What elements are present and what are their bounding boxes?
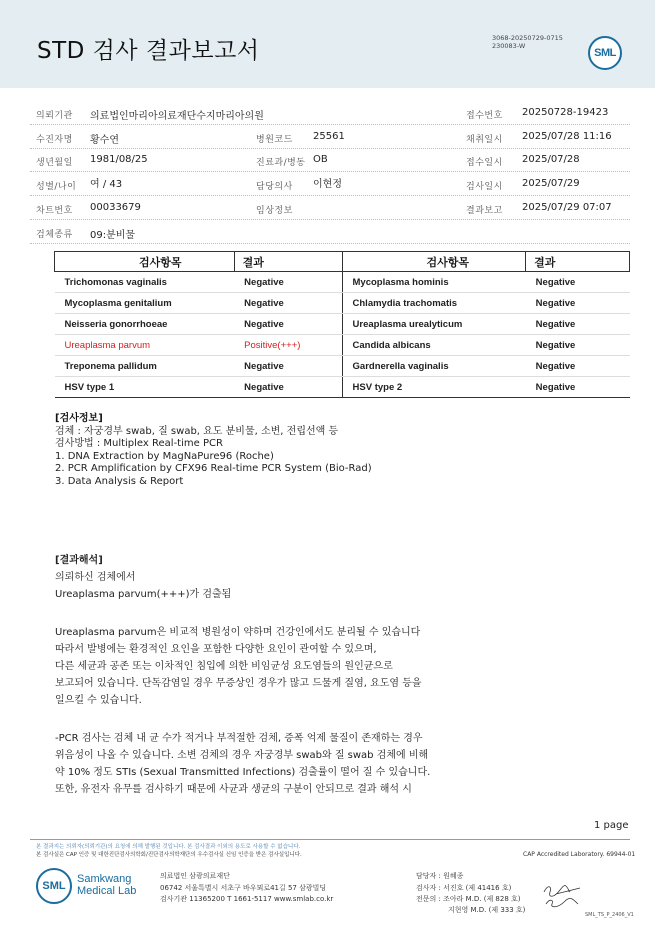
signature-image bbox=[540, 880, 586, 910]
test-item: HSV type 1 bbox=[55, 377, 235, 398]
hospital-code-value: 25561 bbox=[313, 131, 345, 142]
tested-value: 2025/07/29 bbox=[522, 178, 580, 189]
test-item: Mycoplasma genitalium bbox=[55, 293, 235, 314]
col-result-right: 결과 bbox=[526, 252, 630, 272]
form-code: SML_TS_P_2406_V1 bbox=[585, 912, 634, 918]
doctor-value: 이현정 bbox=[313, 179, 342, 190]
test-item: Mycoplasma hominis bbox=[342, 272, 526, 293]
test-result: Negative bbox=[234, 293, 342, 314]
dept-value: OB bbox=[313, 154, 328, 165]
chart-value: 00033679 bbox=[90, 202, 141, 213]
footer-address: 06742 서울특별시 서초구 바우뫼로41길 57 삼광빌딩 bbox=[160, 884, 327, 892]
report-subcode: 230083-W bbox=[492, 42, 526, 50]
col-item-right: 검사항목 bbox=[342, 252, 526, 272]
footer-specialist: 전문의 : 조아라 M.D. (제 828 호) bbox=[416, 895, 521, 903]
reception-no-value: 20250728-19423 bbox=[522, 107, 609, 118]
footer-note-1: 본 결과지는 의뢰자(의뢰기관)의 요청에 의해 발행된 것입니다. 본 검사결과 이외의 용도로 사용할 수 없습니다. bbox=[36, 844, 301, 850]
interpretation-section bbox=[55, 552, 231, 603]
footer-org: 의료법인 삼광의료재단 bbox=[160, 872, 230, 880]
footer-sml-logo: SML bbox=[36, 868, 72, 904]
interpretation-para2: -PCR 검사는 검체 내 균 수가 적거나 부적절한 검체, 증폭 억제 물질이 존재하는 경우 위음성이 나올 수 있습니다. 소변 검체의 경우 자궁경부 swab와 질 swab 검체에 비해 약 10% 정도 STIs (Sexual Transmitted Infections) 검출률이 떨어 질 수 있습니다. 또한, 유전자 유무를 검사하기 때문에 사균과 생균의 구분이 안되므로 결과 해석 시 bbox=[55, 733, 431, 795]
results-table bbox=[54, 251, 630, 398]
patient-value: 황수연 bbox=[90, 135, 119, 146]
test-item: HSV type 2 bbox=[342, 377, 526, 398]
table-row bbox=[55, 293, 630, 314]
interpretation-heading: [결과해석] bbox=[55, 555, 103, 566]
test-item: Neisseria gonorrhoeae bbox=[55, 314, 235, 335]
info-row-birth: 생년월일 1981/08/25 진료과/병동 OB 접수일시 2025/07/28 bbox=[30, 148, 630, 172]
table-row bbox=[55, 335, 630, 356]
table-row bbox=[55, 377, 630, 398]
sex-age-value: 여 / 43 bbox=[90, 179, 123, 190]
test-result: Negative bbox=[526, 314, 630, 335]
interpretation-intro: 의뢰하신 검체에서 bbox=[55, 572, 136, 583]
test-info-line: 검사방법 : Multiplex Real-time PCR bbox=[55, 438, 223, 449]
test-info-line: 검체 : 자궁경부 swab, 질 swab, 요도 분비물, 소변, 전립선액 등 bbox=[55, 425, 339, 437]
test-result: Positive(+++) bbox=[234, 335, 342, 356]
test-item: Ureaplasma urealyticum bbox=[342, 314, 526, 335]
birth-value: 1981/08/25 bbox=[90, 154, 148, 165]
institution-value: 의료법인마리아의료재단수지마리아의원 bbox=[90, 111, 264, 122]
test-result: Negative bbox=[526, 356, 630, 377]
interpretation-para1: Ureaplasma parvum은 비교적 병원성이 약하며 건강인에서도 분리될 수 있습니다 따라서 발병에는 환경적인 요인을 포함한 다양한 요인이 관여할 수 있으며, 다른 세균과 공존 또는 이차적인 침입에 의한 비임균성 요도염들의 원인균으로 보고되어 있습니다. 단독감염일 경우 무증상인 경우가 많고 드물게 질염, 요도염 등을 일으킬 수 있습니다. bbox=[55, 627, 422, 706]
footer-staff: 담당자 : 원혜종 bbox=[416, 872, 464, 880]
test-item: Ureaplasma parvum bbox=[55, 335, 235, 356]
test-result: Negative bbox=[234, 272, 342, 293]
sml-logo: SML bbox=[588, 36, 622, 70]
page-number: 1 page bbox=[594, 820, 629, 831]
received-value: 2025/07/28 bbox=[522, 154, 580, 165]
footer-tester: 검사자 : 서진호 (제 41416 호) bbox=[416, 884, 512, 892]
test-info-line: 1. DNA Extraction by MagNaPure96 (Roche) bbox=[55, 450, 274, 462]
report-header bbox=[0, 0, 655, 88]
results-table-header bbox=[55, 252, 630, 272]
report-value: 2025/07/29 07:07 bbox=[522, 202, 612, 213]
report-code: 3068-20250729-0715 bbox=[492, 34, 563, 42]
test-result: Negative bbox=[234, 356, 342, 377]
footer-brand: Samkwang Medical Lab bbox=[77, 873, 137, 897]
test-item: Chlamydia trachomatis bbox=[342, 293, 526, 314]
info-row-institution: 의뢰기관 의료법인마리아의료재단수지마리아의원 접수번호 20250728-19423 bbox=[30, 101, 630, 125]
col-item-left: 검사항목 bbox=[55, 252, 235, 272]
footer-divider bbox=[30, 839, 630, 840]
test-item: Candida albicans bbox=[342, 335, 526, 356]
test-info-heading: [검사정보] bbox=[55, 413, 103, 424]
info-row-specimen: 검체종류 09:분비물 bbox=[30, 220, 630, 244]
test-result: Negative bbox=[526, 377, 630, 398]
test-item: Treponema pallidum bbox=[55, 356, 235, 377]
cap-accreditation: CAP Accredited Laboratory. 69944-01 bbox=[523, 851, 636, 858]
collection-value: 2025/07/28 11:16 bbox=[522, 131, 612, 142]
test-item: Gardnerella vaginalis bbox=[342, 356, 526, 377]
test-info-line: 2. PCR Amplification by CFX96 Real-time PCR System (Bio-Rad) bbox=[55, 463, 372, 474]
footer-note-2: 본 검사실은 CAP 인증 및 대한진단검사의학회/진단검사의학재단의 우수검사실 신임 인증을 받은 검사실입니다. bbox=[36, 852, 302, 858]
col-result-left: 결과 bbox=[234, 252, 342, 272]
test-result: Negative bbox=[526, 335, 630, 356]
info-row-sex-age: 성별/나이 여 / 43 담당의사 이현정 검사일시 2025/07/29 bbox=[30, 172, 630, 196]
interpretation-intro: Ureaplasma parvum(+++)가 검출됨 bbox=[55, 589, 232, 600]
report-title: STD 검사 결과보고서 bbox=[37, 38, 260, 64]
footer-contact: 검사기관 11365200 T 1661-5117 www.smlab.co.kr bbox=[160, 895, 334, 903]
footer-specialist-2: 지현영 M.D. (제 333 호) bbox=[448, 906, 526, 914]
specimen-value: 09:분비물 bbox=[90, 230, 136, 241]
test-result: Negative bbox=[234, 377, 342, 398]
test-result: Negative bbox=[234, 314, 342, 335]
table-row bbox=[55, 272, 630, 293]
table-row bbox=[55, 314, 630, 335]
info-row-patient: 수진자명 황수연 병원코드 25561 채취일시 2025/07/28 11:16 bbox=[30, 125, 630, 149]
test-result: Negative bbox=[526, 272, 630, 293]
test-info-line: 3. Data Analysis & Report bbox=[55, 475, 184, 487]
test-item: Trichomonas vaginalis bbox=[55, 272, 235, 293]
info-row-chart: 차트번호 00033679 임상정보 결과보고 2025/07/29 07:07 bbox=[30, 196, 630, 220]
test-info-section bbox=[55, 413, 372, 488]
test-result: Negative bbox=[526, 293, 630, 314]
table-row bbox=[55, 356, 630, 377]
